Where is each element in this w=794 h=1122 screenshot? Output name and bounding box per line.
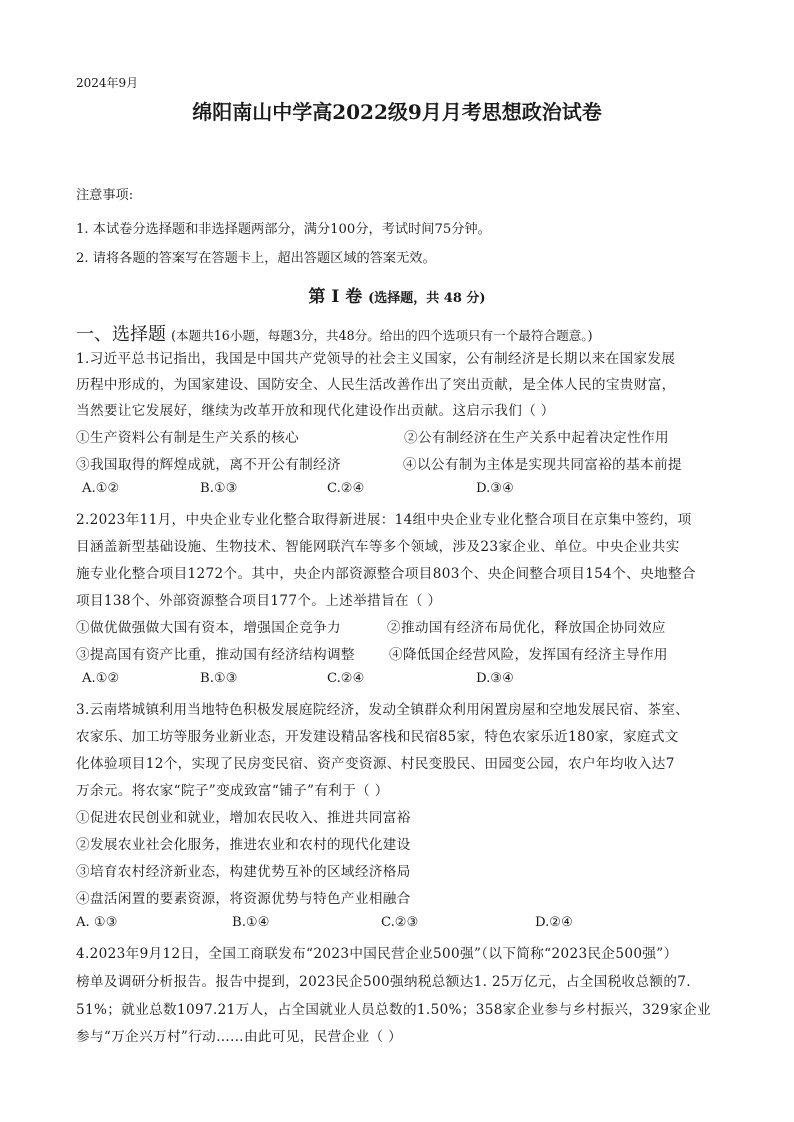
statement: ④降低国企经营风险，发挥国有经济主导作用 bbox=[389, 647, 668, 663]
question-text-line: 万余元。将农家“院子”变成致富“铺子”有利于（ ） bbox=[76, 783, 389, 799]
exam-date: 2024年9月 bbox=[76, 76, 139, 90]
question-text-line: 2.2023年11月，中央企业专业化整合取得新进展：14组中央企业专业化整合项目在京集中签约，项 bbox=[76, 512, 692, 528]
statement: ③我国取得的辉煌成就，离不开公有制经济 bbox=[76, 457, 341, 473]
question-text-line: 3.云南塔城镇利用当地特色积极发展庭院经济，发动全镇群众利用闲置房屋和空地发展民宿、茶室、 bbox=[76, 702, 690, 718]
option-a: A.①② bbox=[82, 671, 120, 686]
statement: ②公有制经济在生产关系中起着决定性作用 bbox=[404, 430, 669, 446]
statement: ①生产资料公有制是生产关系的核心 bbox=[76, 430, 300, 446]
statement: ②发展农业社会化服务，推进农业和农村的现代化建设 bbox=[76, 837, 411, 853]
question-text-line: 历程中形成的，为国家建设、国防安全、人民生活改善作出了突出贡献，是全体人民的宝贵财富， bbox=[76, 377, 676, 393]
question-text-line: 4.2023年9月12日，全国工商联发布“2023中国民营企业500强”（以下简称“2023民企500强”） bbox=[76, 946, 678, 962]
question-text-line: 51%；就业总数1097.21万人，占全国就业人员总数的1.50%；358家企业参与乡村振兴，329家企业 bbox=[76, 1002, 712, 1018]
section-heading bbox=[0, 282, 794, 307]
statement: ③培育农村经济新业态，构建优势互补的区域经济格局 bbox=[76, 864, 411, 880]
option-a: A.①② bbox=[82, 481, 120, 496]
question-text-line: 目涵盖新型基础设施、生物技术、智能网联汽车等多个领域，涉及23家企业、单位。中央企业共实 bbox=[76, 539, 680, 555]
exam-title: 绵阳南山中学高2022级9月月考思想政治试卷 bbox=[192, 100, 602, 124]
notice-item: 1. 本试卷分选择题和非选择题两部分，满分100分，考试时间75分钟。 bbox=[76, 222, 491, 237]
notice-item: 2. 请将各题的答案写在答题卡上，超出答题区域的答案无效。 bbox=[76, 251, 436, 266]
statement: ④盘活闲置的要素资源，将资源优势与特色产业相融合 bbox=[76, 891, 411, 907]
statement: ③提高国有资产比重，推动国有经济结构调整 bbox=[76, 647, 355, 663]
section-subtitle: (选择题，共 48 分) bbox=[368, 291, 486, 306]
option-c: C.②③ bbox=[381, 915, 419, 930]
statement: ①做优做强做大国有资本，增强国企竞争力 bbox=[76, 620, 341, 636]
question-text-line: 项目138个、外部资源整合项目177个。上述举措旨在（ ） bbox=[76, 593, 442, 609]
notice-label: 注意事项: bbox=[76, 188, 134, 203]
question-text-line: 1.习近平总书记指出，我国是中国共产党领导的社会主义国家，公有制经济是长期以来在国家发展 bbox=[76, 351, 676, 367]
part-heading bbox=[76, 320, 593, 346]
question-text-line: 施专业化整合项目1272个。其中，央企内部资源整合项目803个、央企间整合项目154个、央地整合 bbox=[76, 566, 696, 582]
section-title: 第 I 卷 bbox=[308, 287, 363, 307]
question-text-line: 参与“万企兴万村”行动……由此可见，民营企业（ ） bbox=[76, 1029, 403, 1045]
option-c: C.②④ bbox=[327, 671, 365, 686]
option-b: B.①③ bbox=[200, 671, 238, 686]
option-c: C.②④ bbox=[327, 481, 365, 496]
option-a: A. ①③ bbox=[76, 915, 118, 930]
part-title: 一、选择题 bbox=[76, 324, 166, 345]
statement: ①促进农民创业和就业，增加农民收入、推进共同富裕 bbox=[76, 810, 411, 826]
option-d: D.②④ bbox=[535, 915, 573, 930]
option-d: D.③④ bbox=[476, 671, 514, 686]
part-note: (本题共16小题，每题3分，共48分。给出的四个选项只有一个最符合题意。) bbox=[171, 328, 593, 343]
statement: ②推动国有经济布局优化，释放国企协同效应 bbox=[387, 620, 666, 636]
question-text-line: 榜单及调研分析报告。报告中提到，2023民企500强纳税总额达1. 25万亿元，占全国税收总额的7. bbox=[76, 974, 691, 990]
option-b: B.①④ bbox=[232, 915, 270, 930]
statement: ④以公有制为主体是实现共同富裕的基本前提 bbox=[403, 457, 682, 473]
option-b: B.①③ bbox=[200, 481, 238, 496]
option-d: D.③④ bbox=[476, 481, 514, 496]
question-text-line: 化体验项目12个，实现了民房变民宿、资产变资源、村民变股民、田园变公园，农户年均收入达7 bbox=[76, 756, 675, 772]
question-text-line: 当然要让它发展好，继续为改革开放和现代化建设作出贡献。这启示我们（ ） bbox=[76, 403, 555, 419]
question-text-line: 农家乐、加工坊等服务业新业态，开发建设精品客栈和民宿85家，特色农家乐近180家，家庭式文 bbox=[76, 729, 679, 745]
